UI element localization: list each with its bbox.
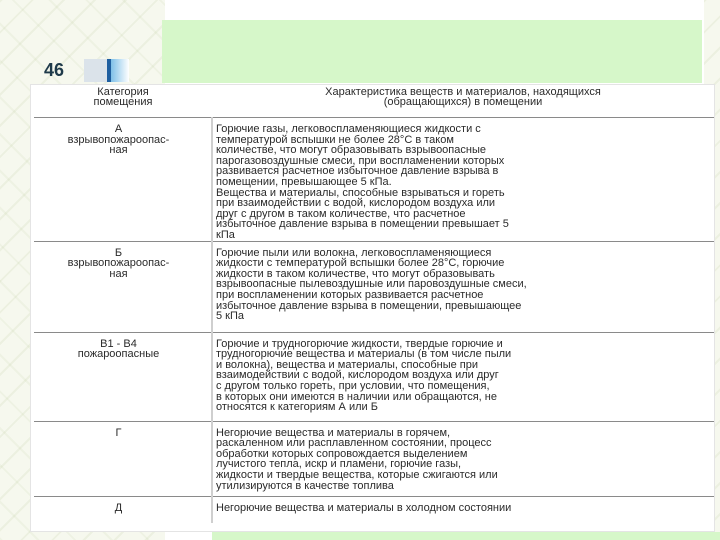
description-cell-v — [212, 332, 714, 421]
description-line: 5 кПа — [216, 310, 245, 323]
table-row-v — [34, 332, 714, 421]
category-cell-d — [34, 496, 212, 523]
slide-number-gradient — [111, 59, 129, 82]
description-line: жидкости с температурой вспышки более 28°С, горючие — [216, 257, 505, 270]
description-line: парогазовоздушные смеси, при воспламенении которых — [216, 154, 505, 167]
description-line: при воспламенении которых развивается расчетное — [216, 288, 484, 301]
table-header-row — [34, 87, 714, 118]
description-line: трудногорючие вещества и материалы (в том числе пыли — [216, 348, 512, 361]
category-text: Г — [115, 426, 122, 439]
description-line: количестве, что могут образовывать взрывоопасные — [216, 144, 486, 157]
category-text: Б — [114, 246, 123, 259]
description-line: температурой вспышки не более 28°С в таком — [216, 133, 454, 146]
header-characteristics-line-1: Характеристика веществ и материалов, находящихся — [325, 86, 601, 98]
category-text: В1 - В4 — [100, 337, 137, 350]
table-row-a — [34, 118, 714, 242]
description-line: развивается расчетное избыточное давление взрыва в — [216, 165, 499, 178]
description-line: помещении, превышающее 5 кПа. — [216, 175, 392, 188]
description-line: при взаимодействии с водой, кислородом воздуха или — [216, 197, 496, 210]
table-row-d — [34, 496, 714, 523]
footer-banner — [212, 532, 720, 540]
header-characteristics-line-2: (обращающихся) в помещении — [383, 96, 543, 108]
description-line: друг с другом в таком количестве, что расчетное — [216, 207, 466, 220]
description-line: Негорючие вещества и материалы в горячем, — [216, 426, 451, 439]
description-line: Горючие и трудногорючие жидкости, твердые горючие и — [216, 337, 503, 350]
description-line: избыточное давление взрыва в помещении, превышающее — [216, 299, 522, 312]
description-line: жидкости в таком количестве, что могут образовывать — [216, 267, 495, 280]
description-line: лучистого тепла, искр и пламени, горючие газы, — [216, 458, 462, 471]
slide-number: 46 — [44, 60, 65, 80]
description-cell-a — [212, 118, 714, 242]
description-line: и волокна), вещества и материалы, способные при — [216, 358, 479, 371]
table-row-b — [34, 241, 714, 332]
header-category — [34, 87, 212, 118]
description-line: с другом только гореть, при условии, что помещения, — [216, 379, 490, 392]
description-line: Горючие газы, легковоспламеняющиеся жидкости с — [216, 123, 481, 135]
description-line: Негорючие вещества и материалы в холодном состоянии — [216, 501, 512, 514]
category-cell-g — [34, 421, 212, 496]
slide-number-bar — [84, 59, 107, 82]
header-characteristics — [212, 87, 714, 118]
description-line: обработки которых сопровождается выделением — [216, 447, 468, 460]
description-line: относятся к категориям А или Б — [216, 401, 378, 414]
description-cell-b — [212, 241, 714, 332]
table-row-g — [34, 421, 714, 496]
description-line: Вещества и материалы, способные взрываться и гореть — [216, 186, 505, 199]
category-text: Д — [114, 501, 123, 514]
category-cell-a — [34, 118, 212, 242]
category-text: взрывопожароопас- — [67, 133, 170, 146]
description-line: избыточное давление взрыва в помещении превышает 5 — [216, 218, 509, 231]
header-category-line-1: Категория — [97, 86, 149, 98]
description-cell-d — [212, 496, 714, 523]
description-line: взрывоопасные пылевоздушные или паровоздушные смеси, — [216, 278, 527, 291]
description-line: кПа — [216, 228, 235, 241]
description-line: взаимодействии с водой, кислородом воздуха или друг — [216, 369, 499, 382]
category-text: взрывопожароопас- — [67, 257, 170, 270]
category-text: пожароопасные — [77, 348, 160, 361]
category-table — [34, 87, 714, 523]
table-sheet — [30, 84, 715, 532]
category-text: А — [114, 123, 123, 135]
header-banner — [162, 20, 702, 83]
description-line: в которых они имеются в наличии или обращаются, не — [216, 390, 497, 403]
description-line: утилизируются в качестве топлива — [216, 479, 394, 492]
category-cell-b — [34, 241, 212, 332]
header-category-line-2: помещения — [93, 96, 153, 108]
description-line: раскаленном или расплавленном состоянии, процесс — [216, 437, 492, 450]
category-cell-v — [34, 332, 212, 421]
description-line: жидкости и твердые вещества, которые сжигаются или — [216, 468, 498, 481]
category-text: ная — [109, 267, 128, 280]
description-cell-g — [212, 421, 714, 496]
description-line: Горючие пыли или волокна, легковоспламеняющиеся — [216, 246, 492, 259]
category-text: ная — [109, 144, 128, 156]
